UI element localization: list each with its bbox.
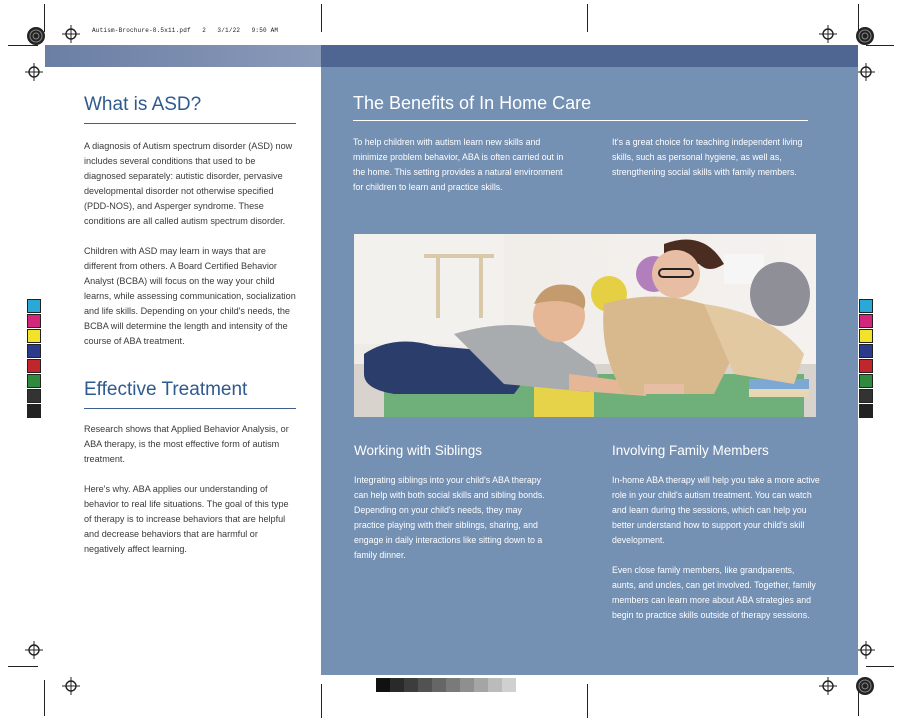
benefits-heading: The Benefits of In Home Care — [353, 93, 592, 113]
registration-mark-icon — [819, 25, 837, 43]
registration-mark-icon — [855, 676, 875, 696]
registration-mark-icon — [857, 641, 875, 659]
asd-paragraph-1: A diagnosis of Autism spectrum disorder (ASD) now includes several conditions that used to be diagnosed separately: autistic disorder, pervasive developmental disorder not otherwise specified (PDD-NOS), and Asperger syndrome. These conditions are all called autism spectrum disorder. — [84, 141, 293, 226]
registration-mark-icon — [819, 677, 837, 695]
color-bar-right — [859, 299, 873, 419]
heading-rule — [84, 406, 296, 412]
family-heading: Involving Family Members — [612, 443, 769, 458]
photo-child-and-mother-playing — [354, 234, 816, 417]
registration-mark-icon — [26, 26, 46, 46]
heading-rule — [84, 121, 296, 127]
treatment-paragraph-1: Research shows that Applied Behavior Analysis, or ABA therapy, is the most effective form of autism treatment. — [84, 424, 289, 464]
family-paragraph-2: Even close family members, like grandparents, aunts, and uncles, can get involved. Together, family members can learn more about ABA strategies and begin to practice skills outside of therapy sessions. — [612, 565, 816, 620]
crop-mark-top-mid2-v — [587, 4, 588, 32]
grayscale-bar — [376, 678, 516, 692]
registration-mark-icon — [25, 641, 43, 659]
header-band-left — [45, 45, 321, 67]
intro-column-1: To help children with autism learn new skills and minimize problem behavior, ABA is often carried out in the home. This setting provides a natural environment for children to learn and practice skills. — [353, 137, 564, 192]
crop-mark-top-mid-v — [321, 4, 322, 32]
siblings-paragraph: Integrating siblings into your child's ABA therapy can help with both social skills and sibling bonds. Depending on your child's needs, they may practice playing with their siblings, sharing, and engage in daily interactions like sitting down to a family dinner. — [354, 475, 545, 560]
crop-mark-bottom-right-h — [866, 666, 894, 667]
color-bar-left — [27, 299, 41, 419]
registration-mark-icon — [62, 677, 80, 695]
crop-mark-bottom-mid-v — [321, 684, 322, 718]
header-band-right — [321, 45, 858, 67]
benefits-heading-rule — [353, 118, 808, 124]
registration-mark-icon — [62, 25, 80, 43]
crop-mark-bottom-left-h — [8, 666, 38, 667]
print-slug: Autism-Brochure-8.5x11.pdf 2 3/1/22 9:50 AM — [92, 27, 279, 34]
registration-mark-icon — [857, 63, 875, 81]
crop-mark-bottom-left-v — [44, 680, 45, 716]
intro-column-2: It's a great choice for teaching independent living skills, such as personal hygiene, as well as, strengthening social skills with family members. — [612, 137, 803, 177]
left-column — [84, 94, 296, 557]
crop-mark-bottom-mid2-v — [587, 684, 588, 718]
registration-mark-icon — [25, 63, 43, 81]
asd-paragraph-2: Children with ASD may learn in ways that are different from others. A Board Certified Behavior Analyst (BCBA) will focus on the way your child learns, while assessing communication, socialization and life skills. Depending on your child's needs, the BCBA will determine the length and intensity of the course of ABA treatment. — [84, 246, 296, 346]
treatment-heading: Effective Treatment — [84, 379, 248, 400]
family-paragraph-1: In-home ABA therapy will help you take a more active role in your child's autism treatment. You can watch and learn during the sessions, which can help you better understand how to support your child's skill development. — [612, 475, 820, 545]
siblings-heading: Working with Siblings — [354, 443, 483, 458]
treatment-paragraph-2: Here's why. ABA applies our understanding of behavior to real life situations. The goal of this type of therapy is to increase behaviors that are helpful and decrease behaviors that are harmful or negatively affect learning. — [84, 484, 289, 554]
registration-mark-icon — [855, 26, 875, 46]
asd-heading: What is ASD? — [84, 94, 202, 115]
